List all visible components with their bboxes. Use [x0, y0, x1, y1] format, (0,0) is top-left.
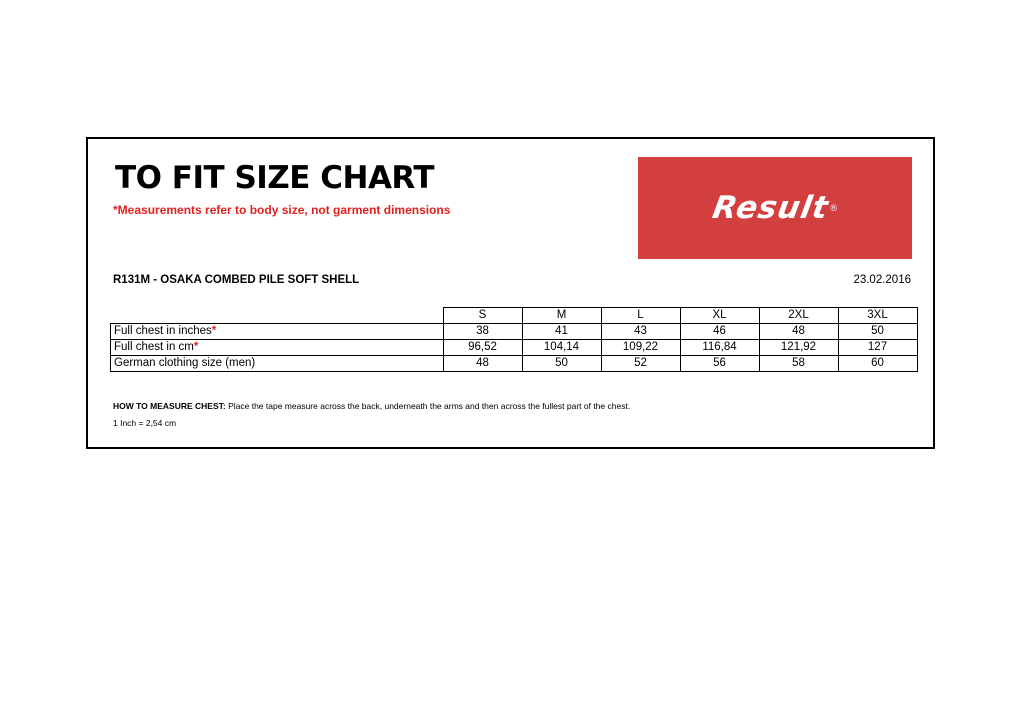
table-cell: 46: [680, 324, 759, 340]
measure-text: Place the tape measure across the back, underneath the arms and then across the fullest part of the chest.: [225, 401, 631, 411]
row-label-text: German clothing size (men): [114, 357, 256, 369]
table-cell: 58: [759, 356, 838, 372]
table-cell: 116,84: [680, 340, 759, 356]
measure-heading: HOW TO MEASURE CHEST:: [113, 401, 226, 411]
unit-conversion: 1 Inch = 2,54 cm: [113, 418, 177, 428]
table-cell: 50: [522, 356, 601, 372]
table-cell: 104,14: [522, 340, 601, 356]
size-header: L: [601, 308, 680, 324]
logo-text: Result: [709, 190, 832, 226]
measure-instructions: [113, 401, 630, 411]
size-header: S: [443, 308, 522, 324]
size-header: 3XL: [838, 308, 917, 324]
size-header: XL: [680, 308, 759, 324]
table-cell: 96,52: [443, 340, 522, 356]
row-label-text: Full chest in cm: [114, 341, 194, 353]
chart-date: 23.02.2016: [853, 274, 911, 286]
size-table: [110, 307, 918, 372]
table-cell: 109,22: [601, 340, 680, 356]
row-label: [111, 356, 444, 372]
table-cell: 56: [680, 356, 759, 372]
table-cell: 127: [838, 340, 917, 356]
row-label: [111, 340, 444, 356]
page-title: TO FIT SIZE CHART: [115, 160, 435, 196]
table-cell: 121,92: [759, 340, 838, 356]
table-row: [111, 324, 918, 340]
measurement-note: *Measurements refer to body size, not garment dimensions: [113, 203, 451, 217]
table-cell: 48: [443, 356, 522, 372]
header-blank-cell: [111, 308, 444, 324]
table-row: [111, 356, 918, 372]
product-name: R131M - OSAKA COMBED PILE SOFT SHELL: [113, 274, 360, 286]
row-label-text: Full chest in inches: [114, 325, 212, 337]
row-label-star: *: [193, 341, 199, 353]
table-row: [111, 340, 918, 356]
table-cell: 48: [759, 324, 838, 340]
size-header: M: [522, 308, 601, 324]
result-logo: [638, 157, 912, 259]
logo-registered-mark: ®: [830, 203, 837, 213]
table-cell: 52: [601, 356, 680, 372]
size-header-row: [111, 308, 918, 324]
row-label-star: *: [211, 325, 217, 337]
table-cell: 50: [838, 324, 917, 340]
table-cell: 41: [522, 324, 601, 340]
row-label: [111, 324, 444, 340]
table-cell: 38: [443, 324, 522, 340]
table-cell: 60: [838, 356, 917, 372]
size-header: 2XL: [759, 308, 838, 324]
table-cell: 43: [601, 324, 680, 340]
